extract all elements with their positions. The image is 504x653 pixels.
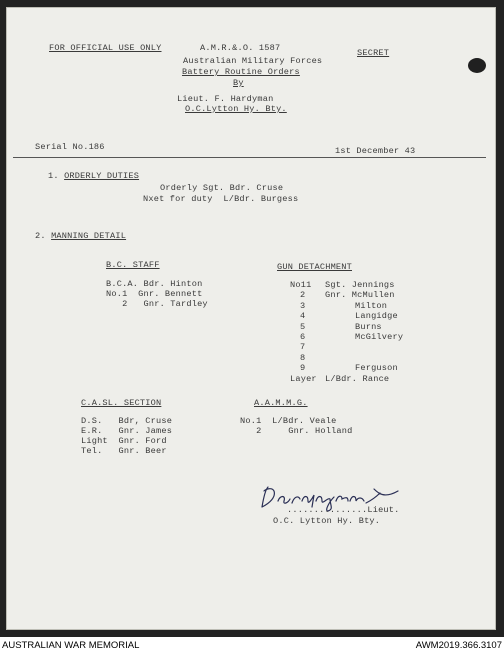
gun-row-name: Gnr. McMullen [325,290,395,301]
gun-row-number: Layer [290,373,317,384]
gun-row-number: No11 [290,280,312,290]
header-by: By [233,78,244,88]
footer-bar [0,637,504,653]
casl-section-title: C.A.SL. SECTION [81,398,162,408]
gun-row-name: Milton [355,300,388,311]
bc-staff-row: No.1 Gnr. Bennett [106,289,203,299]
gun-row-number: 7 [300,342,306,353]
footer-accession: AWM2019.366.3107 [415,640,502,651]
aamg-title: A.A.M.M.G. [254,398,308,408]
gun-row-number: 8 [300,352,306,363]
signature-unit: O.C. Lytton Hy. Bty. [273,516,381,526]
gun-row-name: Sgt. Jennings [325,280,395,290]
secret-label: SECRET [357,48,390,58]
gun-row-number: 2 [300,290,306,301]
footer-institution: AUSTRALIAN WAR MEMORIAL [2,640,140,651]
gun-row-number: 6 [300,332,306,342]
gun-row-name: McGilvery [355,332,404,342]
orderly-sergeant: Orderly Sgt. Bdr. Cruse [160,183,284,193]
header-officer: Lieut. F. Hardyman [177,94,274,104]
casl-row: E.R. Gnr. James [81,426,173,436]
next-for-duty: Nxet for duty L/Bdr. Burgess [143,194,299,204]
aamg-row: 2 Gnr. Holland [240,426,353,436]
divider-rule [13,157,486,158]
punch-hole [468,58,486,73]
bc-staff-row: B.C.A. Bdr. Hinton [106,279,203,289]
header-line-2: Battery Routine Orders [182,67,300,77]
gun-detachment-title: GUN DETACHMENT [277,262,352,272]
gun-row-name: L/Bdr. Rance [325,373,390,384]
bc-staff-row: 2 Gnr. Tardley [106,299,208,309]
gun-row-number: 9 [300,363,306,374]
gun-row-number: 3 [300,300,306,311]
aamg-row: No.1 L/Bdr. Veale [240,416,337,426]
casl-row: D.S. Bdr, Cruse [81,416,173,426]
gun-row-name: Ferguson [355,363,398,374]
bc-staff-title: B.C. STAFF [106,260,160,270]
casl-row: Tel. Gnr. Beer [81,446,167,456]
section-2-title: 2. MANNING DETAIL [35,231,127,241]
gun-row-number: 4 [300,311,306,322]
reference-number: A.M.R.&.O. 1587 [200,43,281,53]
header-unit: O.C.Lytton Hy. Bty. [185,104,287,114]
classification-label: FOR OFFICIAL USE ONLY [49,43,162,53]
serial-number: Serial No.186 [35,142,105,152]
gun-row-number: 5 [300,321,306,332]
gun-row-name: Burns [355,321,382,332]
casl-row: Light Gnr. Ford [81,436,167,446]
header-line-1: Australian Military Forces [183,56,323,66]
gun-row-name: Langidge [355,311,398,322]
signature-rank: ...............Lieut. [287,505,400,515]
order-date: 1st December 43 [335,146,416,156]
section-1-title: 1. ORDERLY DUTIES [48,171,140,181]
